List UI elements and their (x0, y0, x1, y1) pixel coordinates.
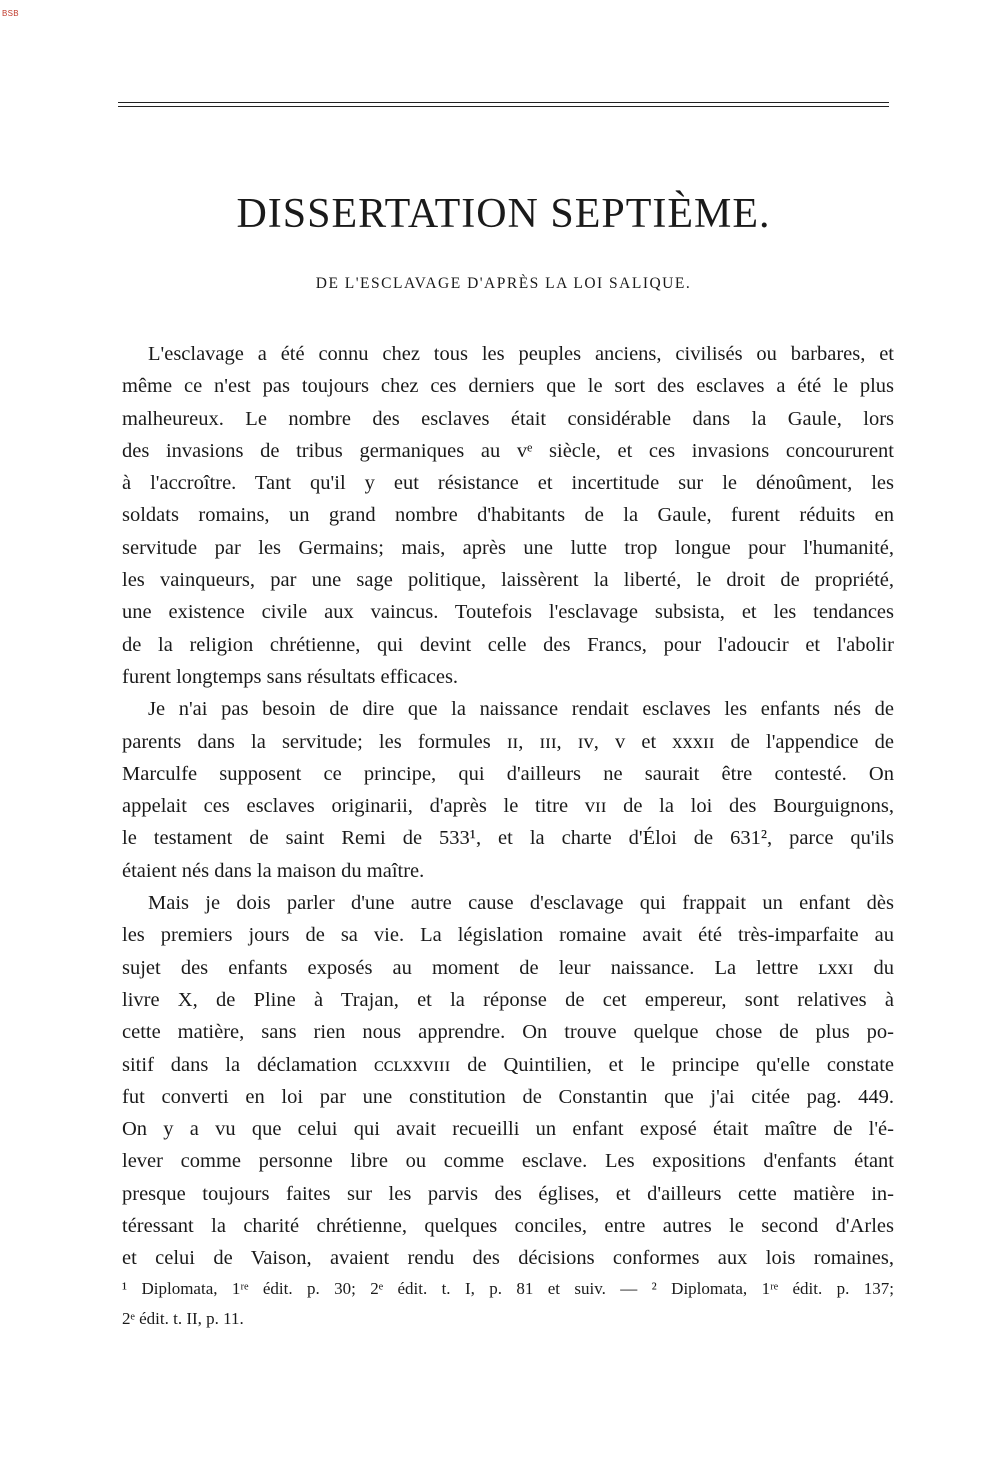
text-line: les premiers jours de sa vie. La législation romaine avait été très-imparfaite au (122, 924, 894, 947)
text-line: livre X, de Pline à Trajan, et la réponse de cet empereur, sont relatives à (122, 988, 894, 1011)
text-line: des invasions de tribus germaniques au vᵉ siècle, et ces invasions concoururent (122, 439, 894, 462)
page-title: DISSERTATION SEPTIÈME. (236, 191, 771, 237)
footnotes (122, 1274, 894, 1334)
text-line: parents dans la servitude; les formules ɪɪ, ɪɪɪ, ɪᴠ, ᴠ et xxxɪɪ de l'appendice de (122, 730, 894, 753)
text-line: les vainqueurs, par une sage politique, laissèrent la liberté, le droit de propriété, (122, 569, 894, 592)
text-line: sujet des enfants exposés au moment de leur naissance. La lettre ʟxxɪ du (122, 956, 894, 979)
chapter-subtitle: DE L'ESCLAVAGE D'APRÈS LA LOI SALIQUE. (315, 275, 692, 292)
text-line: même ce n'est pas toujours chez ces derniers que le sort des esclaves a été le plus (122, 375, 894, 398)
text-line: Marculfe supposent ce principe, qui d'ailleurs ne saurait être contesté. On (122, 762, 894, 785)
text-line: furent longtemps sans résultats efficaces. (122, 665, 459, 688)
text-line: sitif dans la déclamation ᴄᴄʟxxᴠɪɪɪ de Quintilien, et le principe qu'elle constate (122, 1053, 894, 1076)
text-line: lever comme personne libre ou comme esclave. Les expositions d'enfants étant (122, 1150, 894, 1173)
body-text (122, 338, 894, 1275)
text-line: soldats romains, un grand nombre d'habitants de la Gaule, furent réduits en (122, 504, 894, 527)
text-line: On y a vu que celui qui avait recueilli un enfant exposé était maître de l'é- (122, 1118, 894, 1141)
text-line: à l'accroître. Tant qu'il y eut résistance et incertitude sur le dénoûment, les (122, 472, 894, 495)
footnote-line: ¹ Diplomata, 1ʳᵉ édit. p. 30; 2ᵉ édit. t. I, p. 81 et suiv. — ² Diplomata, 1ʳᵉ édit. p. 137; (122, 1279, 894, 1298)
text-line: le testament de saint Remi de 533¹, et la charte d'Éloi de 631², parce qu'ils (122, 827, 894, 850)
text-line: Je n'ai pas besoin de dire que la naissance rendait esclaves les enfants nés de (148, 698, 894, 721)
text-line: Mais je dois parler d'une autre cause d'esclavage qui frappait un enfant dès (148, 892, 894, 915)
text-line: fut converti en loi par une constitution de Constantin que j'ai citée pag. 449. (122, 1085, 894, 1108)
text-line: presque toujours faites sur les parvis des églises, et d'ailleurs cette matière in- (122, 1182, 894, 1205)
footnote-line: 2ᵉ édit. t. II, p. 11. (122, 1309, 244, 1328)
text-line: servitude par les Germains; mais, après une lutte trop longue pour l'humanité, (122, 536, 894, 559)
text-line: cette matière, sans rien nous apprendre. On trouve quelque chose de plus po- (122, 1021, 894, 1044)
bsb-watermark: BSB (2, 9, 19, 18)
text-line: appelait ces esclaves originarii, d'après le titre ᴠɪɪ de la loi des Bourguignons, (122, 795, 894, 818)
text-line: une existence civile aux vaincus. Toutefois l'esclavage subsista, et les tendances (122, 601, 894, 624)
text-line: téressant la charité chrétienne, quelques conciles, entre autres le second d'Arles (122, 1215, 894, 1238)
text-line: et celui de Vaison, avaient rendu des décisions conformes aux lois romaines, (122, 1247, 894, 1270)
text-line: malheureux. Le nombre des esclaves était considérable dans la Gaule, lors (122, 407, 894, 430)
text-line: de la religion chrétienne, qui devint celle des Francs, pour l'adoucir et l'abolir (122, 633, 894, 656)
text-line: L'esclavage a été connu chez tous les peuples anciens, civilisés ou barbares, et (148, 343, 894, 365)
header-rule (118, 102, 889, 107)
text-line: étaient nés dans la maison du maître. (122, 859, 425, 882)
